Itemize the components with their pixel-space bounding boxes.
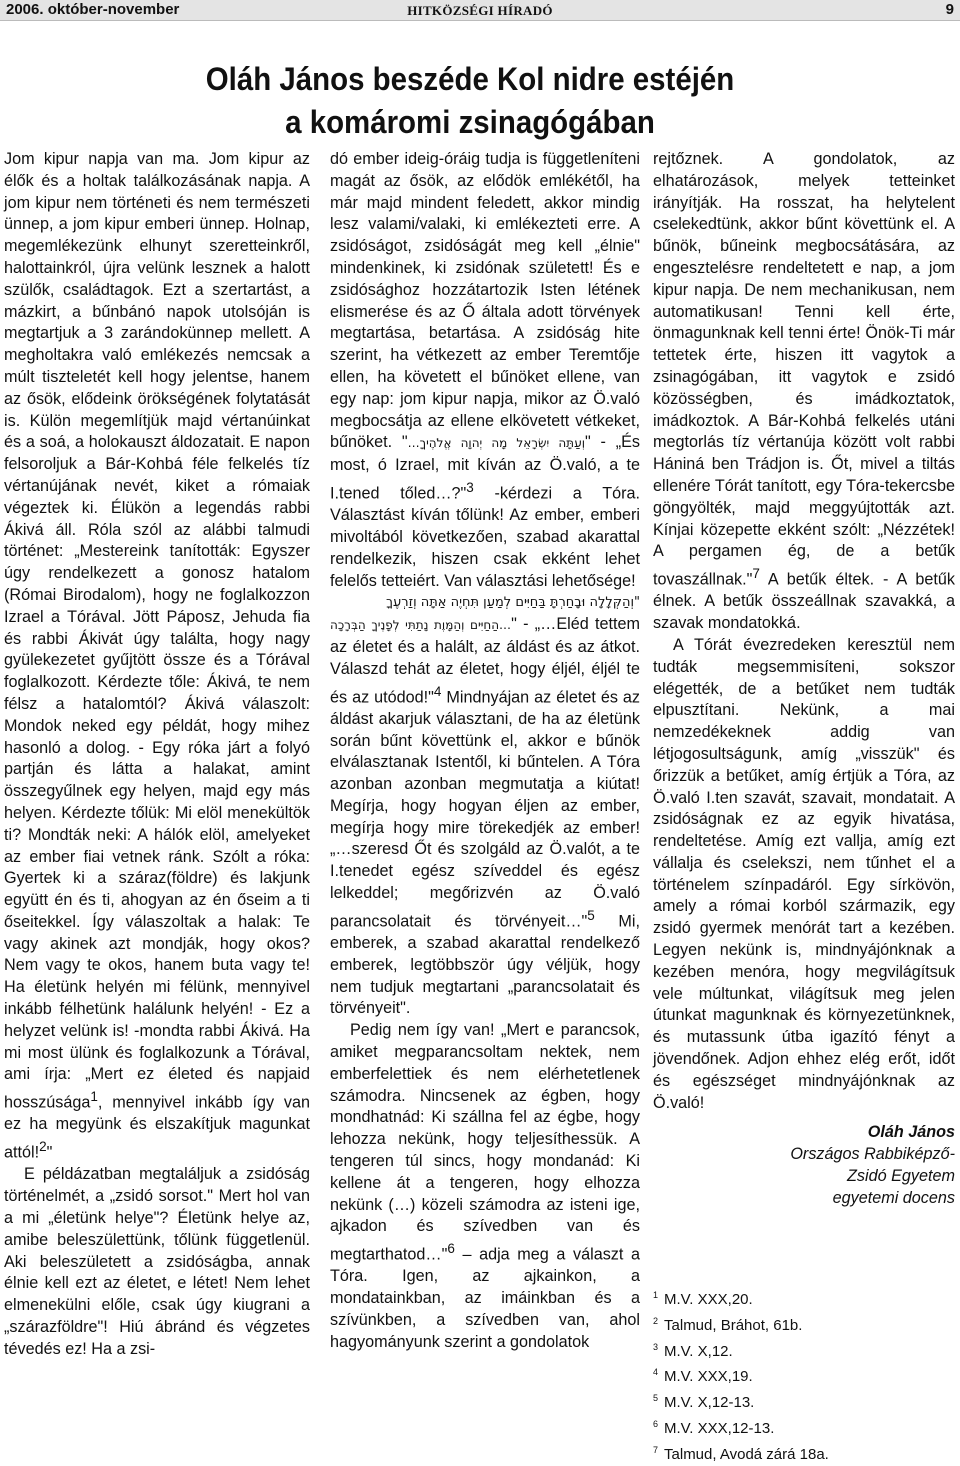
footnotes <box>653 1285 955 1466</box>
title-line-1: Oláh János beszéde Kol nidre estéjén <box>205 61 735 97</box>
footnote-text: M.V. X,12-13. <box>664 1394 755 1412</box>
footnote <box>653 1440 955 1466</box>
page-number: 9 <box>945 1 954 18</box>
hebrew-quote: וְעַתָּה יִשְׂרָאֵל מָה יְהוָה אֱלֹהֶיךָ… <box>407 436 585 451</box>
author-signature <box>653 1122 955 1209</box>
footnote-ref: 4 <box>433 683 442 699</box>
article-column-2 <box>330 149 640 1354</box>
paragraph-text: " <box>46 1143 53 1162</box>
footnote-text: M.V. XXX,19. <box>664 1368 753 1386</box>
paragraph-text: -kérdezi a Tóra. Választást kíván tőlünk! Az ember, emberi mivoltából következően, szabad akarattal rendelkezik, hiszen csak ekként lehet felelős tetteiért. Van választási lehetősége! <box>330 484 640 590</box>
footnote <box>653 1414 955 1440</box>
paragraph-text: Jom kipur napja van ma. Jom kipur az élők és a holtak találkozásának napja. A jom kipur nem történeti és nem természeti ünnep, a jom kipur emberi ünnep. Holnap, megemlékezünk elhunyt szeretteinkről, halottainkról, újra velünk lesznek a halott szülők, családtagok. Ezt a szertartást, a mázkirt, a bűnbánó napok utolsóján is megtartjuk a 3 zarándokünnep mellett. A megholtakra való emlékezés nemcsak a múlt tiszteletét kell hogy jelentse, hanem az ősök, elődeink örökségének folytatását is. Külön megemlítjük majd vértanúinkat és a soá, a holokauszt áldozatait. E napon felsoroljuk a Bár-Kohbá féle felkelés tíz vértanújának nevét, kiket a rómaiak végeztek ki. Élükön a legendás rabbi Ákivá áll. Róla szól az alábbi talmudi történet: „Mestereink tanították: Egyszer úgy rendelkezett a gonosz hatalom (Római Birodalom), hogy ne foglalkozzon Izrael a Tórával. Jött Páposz, Jehuda fia és rabbi Ákivát úgy találta, hogy nagy gyülekezetet gyűjtött össze és a Tórával foglalkozott. Kérdezte tőle: Ákivá, te nem félsz a hatalomtól? Ákivá válaszolt: Mondok neked egy példát, hogy mihez hasonló a dolog. - Egy róka járt a folyó partján és látta a halakat, amint összegyűlnek egy helyen, majd egy más helyen. Kérdezte tőlük: Mi elöl menekültök ti? Mondták neki: A hálók elöl, amelyeket az ember fiai vetnek ránk. Szólt a róka: Gyertek ki a száraz(földre) és lakjunk együtt én és ti, ahogyan az én őseim a ti őseitekkel. Így válaszoltak a halak: Te vagy akinek azt mondják, hogy okos? Nem vagy te okos, hanem buta vagy te! Ha életünk helyén mi félünk, mennyivel inkább félhetünk halálunk helyén! - Ez a helyzet velünk is! -mondta rabbi Ákivá. Ha mi most ülünk és foglalkozunk a Tórával, ami írja: „Mert ez életed és napjaid hosszúsága <box>4 150 310 1112</box>
publication-name: HITKÖZSÉGI HÍRADÓ <box>407 3 553 18</box>
footnote-number: 4 <box>653 1367 659 1378</box>
footnote-ref: 2 <box>39 1139 47 1155</box>
paragraph-text: , mennyivel inkább így van ez ha megyünk és elszakítjuk magunkat attól! <box>4 1093 310 1162</box>
issue-date: 2006. október-november <box>6 1 180 18</box>
footnote-text: Talmud, Avodá zárá 18a. <box>664 1445 829 1463</box>
paragraph-text: Pedig nem így van! „Mert e parancsok, amiket megparancsoltam nektek, nem emberfelettiek és nem elérhetetlenek számodra. Nincsenek az égben, hogy mondhatnád: Ki szállna fel az égbe, hogy lehozza nekünk, hogy teljesíthessük. A tengeren túl sincs, hogy mondanád: Ki kellene át a tengeren, hogy elhozza nekünk (…) közeli számodra az isteni ige, ajkadon és szívedben van és megtarthatod…" <box>330 1021 640 1264</box>
footnote-text: M.V. XXX,12-13. <box>664 1419 775 1437</box>
hebrew-quote: "וְהַקְּלָלָה וּבָחַרְתָּ בַּחַיִּים לְמַעַן תִּחְיֶה אַתָּה וְזַרְעֶךָ <box>385 595 640 611</box>
footnote-ref: 3 <box>466 479 474 495</box>
footnote <box>653 1362 955 1388</box>
footnote-text: M.V. XXX,20. <box>664 1291 753 1308</box>
footnote-text: M.V. X,12. <box>664 1342 733 1360</box>
footnote-text: Talmud, Bráhot, 61b. <box>664 1316 803 1334</box>
hebrew-quote: …הַחַיִּים וְהַמָּוֶת נָתַתִּי לְפָנֶיךָ הַבְּרָכָה <box>330 618 512 633</box>
footnote-number: 3 <box>653 1341 659 1352</box>
paragraph-text: A betűk éltek. - A betűk élnek. A betűk összeállnak szavakká, a szavak mondatokká. <box>653 570 955 633</box>
footnote-number: 6 <box>653 1418 659 1429</box>
paragraph-text: Mindnyájan az életet és az áldást akarjuk választani, de ha az életünk során bűnt követtünk el, akkor e bűnök elválasztanak Istentől, ki bűntelen. A Tóra azonban azonban megmutatja a kiútat! Megírja, hogy hogyan éljen az ember, megírja hogy mire törekedjék az ember! „…szeresd Őt és szolgáld az Ö.valót, a te I.tenedet egész szíveddel és egész lelkeddel; megőrizvén az Ö.való parancsolatait és törvényeit…" <box>330 687 640 931</box>
paragraph: A Tórát évezredeken keresztül nem tudták megsemmisíteni, sokszor elégették, de a betűket nem tudták elpusztítani. Nekünk, a mai nemzedékeknek addig van létjogosultságunk, amíg „visszük" és őrizzük a betűket, amíg értjük a Tóra, az Ö.való I.ten szavát, szavait, mondatait. A zsidóságnak ez az egyik hivatása, rendeltetése. Amíg ezt vallja, amíg ezt vállalja és cselekszi, nem tűnhet el a történelem színpadáról. Egy sírkövön, amely a római korból származik, egy zsidó gyermek menórát tart a kezében. Legyen nekünk is, mindnyájónknak a kezében menóra, hogy megvilágítsuk vele múltunkat, világítsuk meg jelen útunkat magunknak és környezetünknek, és mutassunk útba igazító fényt a jövendőnek. Adjon ehhez elég erőt, időt és egészséget mindnyájónknak az Ö.való! <box>653 635 955 1112</box>
paragraph <box>330 1020 640 1353</box>
article-column-1 <box>4 149 310 1361</box>
paragraph-text: dó ember ideig-óráig tudja is függetleníteni magát az ősök, az elődök emlékétől, ha már majd mindent feledett, akkor mindig lesz valami/valaki, ki emlékezteti erre. A zsidóságot, zsidóságát meg kell „élnie" mindenkinek, ki zsidónak született! És e zsidósághoz hozzátartozik Isten létének elismerése és az Ő általa adott törvények megtartása, betartása. A zsidóság hite szerint, ha vétkezett az ember Teremtője ellen, ha követett el bűnöket ellene, van egy nap: jom kipur napja, mikor az Ö.való megbocsátja az ellene elkövetett vétkeket, bűnöket. " <box>330 150 640 452</box>
author-name: Oláh János <box>867 1123 955 1142</box>
paragraph <box>330 149 640 592</box>
footnote <box>653 1388 955 1414</box>
footnote <box>653 1337 955 1363</box>
footnote <box>653 1311 955 1337</box>
paragraph <box>330 614 640 1020</box>
author-title: egyetemi docens <box>832 1188 955 1207</box>
title-line-2: a komáromi zsinagógában <box>285 104 655 140</box>
article-column-3 <box>653 149 955 1210</box>
paragraph-text: – adja meg a választ a Tóra. Igen, az ajkainkon, a mondatainkban, az imáinkban és a szívünkben, a szívedben van, ahol hagyományunk szerint a gondolatok <box>330 1245 640 1351</box>
footnote-ref: 1 <box>90 1089 98 1105</box>
paragraph: E példázatban megtaláljuk a zsidóság történelmét, a „zsidó sorsot." Mert hol van a mi „életünk helye"? Életünk helye az, amibe beleszülettünk, tőlünk függetlenül. Aki beleszületett a zsidóságba, annak élnie kell ezt az életet, e létet! Nem lehet elmenekülni előle, csak úgy kiugrani a „szárazföldre"! Hiú ábránd és végzetes tévedés ez! Ha a zsi- <box>4 1165 310 1358</box>
paragraph-text: Mi, emberek, a szabad akarattal rendelkező emberek, legtöbbször úgy véljük, hogy nem tudjuk megtartani „parancsolatait és törvényeit". <box>330 912 640 1018</box>
paragraph-text: rejtőznek. A gondolatok, az elhatározások, melyek tetteinket irányítják. Ha rosszat, ha helytelent cselekedtünk, akkor bűnt követtünk el. A bűnök, bűneink megbocsátására, az engesztelésre rendeltetett e nap, a jom kipur napja. De nem mechanikusan, nem automatikusan! Tenni kell érte, önmagunknak kell tenni érte! Önök-Ti már tettetek érte, hiszen itt vagytok a zsinagógában, itt vagytok e zsidó közösségben, és imádkoztatok, imádkoztok. A Bár-Kohbá felkelés utáni megtorlás tíz vértanúja között volt rabbi Hániná ben Trádjon is. Őt, mivel a tiltás ellenére Tórát tanított, egy Tóra-tekercsbe göngyölték, majd meggyújtották azt. Kínjai közepette ekként szólt: „Nézzétek! A pergamen ég, de a betűk tovaszállnak." <box>653 150 955 589</box>
footnote-ref: 7 <box>752 566 760 582</box>
footnote-number: 5 <box>653 1393 659 1404</box>
paragraph-text: " - „És most, ó Izrael, mit kíván az Ö.való, a te I.tened tőled…?" <box>330 433 640 503</box>
footnote-ref: 6 <box>447 1241 455 1257</box>
article-title <box>176 58 765 144</box>
page-header <box>0 0 960 21</box>
paragraph-text: " - „…Eléd tettem az életet és a halált, az áldást és az átkot. Válaszd tehát az életet, hogy éljél, éljél te és az utódod!" <box>330 615 640 706</box>
footnote-ref: 5 <box>587 907 595 923</box>
footnote-number: 1 <box>653 1290 659 1300</box>
paragraph <box>653 149 955 635</box>
paragraph <box>4 149 310 1164</box>
author-affiliation: Országos Rabbiképző- <box>790 1145 955 1164</box>
footnote-number: 2 <box>653 1315 659 1326</box>
footnote <box>653 1285 955 1311</box>
footnote-number: 7 <box>653 1444 659 1455</box>
author-affiliation: Zsidó Egyetem <box>847 1167 955 1186</box>
